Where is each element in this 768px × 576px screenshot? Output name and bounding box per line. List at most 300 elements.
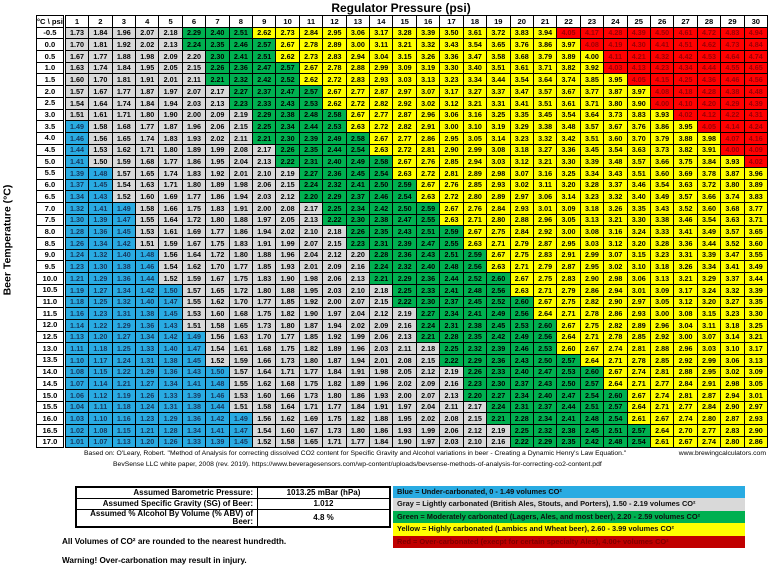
co2-volume-cell: 1.20: [89, 331, 112, 343]
citation-url[interactable]: BevSense LLC white paper, 2008 (rev. 2019). https://www.beveragesensors.com/wp-content/uploads/bevsense-methods-of-analysis-for-correcting-co2-content.pdf: [113, 461, 602, 468]
co2-volume-cell: 3.18: [650, 261, 673, 273]
co2-volume-cell: 4.48: [744, 86, 767, 98]
temperature-label: 10.0: [37, 273, 64, 285]
co2-volume-cell: 3.30: [557, 156, 580, 168]
co2-volume-cell: 2.46: [229, 39, 252, 51]
co2-volume-cell: 1.81: [89, 39, 112, 51]
co2-volume-cell: 1.93: [370, 390, 393, 402]
co2-volume-cell: 2.34: [276, 121, 299, 133]
co2-volume-cell: 2.71: [487, 238, 510, 250]
co2-volume-cell: 2.86: [604, 308, 627, 320]
co2-volume-cell: 4.65: [744, 62, 767, 74]
co2-volume-cell: 2.03: [370, 343, 393, 355]
co2-volume-cell: 3.49: [697, 226, 720, 238]
co2-volume-cell: 3.86: [650, 121, 673, 133]
temperature-label: 2.5: [37, 97, 64, 109]
psi-column-header: 9: [253, 16, 276, 28]
co2-volume-cell: 2.90: [440, 144, 463, 156]
co2-volume-cell: 2.98: [721, 378, 744, 390]
co2-volume-cell: 1.36: [136, 319, 159, 331]
co2-volume-cell: 3.23: [650, 249, 673, 261]
co2-volume-cell: 2.02: [206, 132, 229, 144]
website-link[interactable]: www.brewingcalculators.com: [678, 450, 766, 457]
co2-volume-cell: 2.26: [463, 366, 486, 378]
co2-volume-cell: 3.06: [440, 109, 463, 121]
co2-volume-cell: 1.41: [65, 156, 88, 168]
co2-volume-cell: 2.63: [393, 167, 416, 179]
co2-volume-cell: 3.77: [744, 203, 767, 215]
psi-column-header: 20: [510, 16, 533, 28]
co2-volume-cell: 2.27: [416, 308, 439, 320]
co2-volume-cell: 1.96: [346, 343, 369, 355]
co2-volume-cell: 1.67: [89, 86, 112, 98]
co2-volume-cell: 4.19: [604, 39, 627, 51]
co2-volume-cell: 3.37: [604, 179, 627, 191]
co2-volume-cell: 2.99: [697, 354, 720, 366]
co2-volume-cell: 1.19: [65, 284, 88, 296]
table-row: [37, 308, 768, 320]
co2-volume-cell: 3.77: [580, 86, 603, 98]
co2-volume-cell: 3.49: [650, 191, 673, 203]
co2-volume-cell: 2.50: [533, 354, 556, 366]
co2-volume-cell: 1.03: [65, 413, 88, 425]
temperature-label: 3.5: [37, 121, 64, 133]
co2-volume-cell: 1.89: [206, 179, 229, 191]
co2-volume-cell: 3.54: [463, 39, 486, 51]
co2-volume-cell: 2.84: [697, 401, 720, 413]
co2-volume-cell: 1.96: [276, 249, 299, 261]
co2-volume-cell: 1.70: [89, 74, 112, 86]
psi-column-header: 27: [674, 16, 697, 28]
co2-volume-cell: 3.27: [721, 296, 744, 308]
co2-volume-cell: 3.19: [487, 121, 510, 133]
co2-volume-cell: 3.07: [697, 331, 720, 343]
co2-volume-cell: 4.51: [674, 39, 697, 51]
table-row: [37, 179, 768, 191]
co2-volume-cell: 1.43: [89, 191, 112, 203]
co2-volume-cell: 1.87: [299, 319, 322, 331]
co2-volume-cell: 1.25: [112, 343, 135, 355]
co2-volume-cell: 3.39: [744, 284, 767, 296]
co2-volume-cell: 1.08: [65, 366, 88, 378]
co2-volume-cell: 2.42: [487, 331, 510, 343]
co2-volume-cell: 3.21: [744, 331, 767, 343]
co2-volume-cell: 1.68: [253, 343, 276, 355]
co2-volume-cell: 2.00: [182, 109, 205, 121]
co2-volume-cell: 2.49: [323, 132, 346, 144]
co2-volume-cell: 2.11: [229, 132, 252, 144]
co2-volume-cell: 1.80: [253, 284, 276, 296]
co2-volume-cell: 2.78: [323, 62, 346, 74]
co2-volume-cell: 1.49: [65, 121, 88, 133]
co2-volume-cell: 2.84: [487, 203, 510, 215]
co2-volume-cell: 2.26: [206, 62, 229, 74]
co2-volume-cell: 3.60: [604, 132, 627, 144]
co2-volume-cell: 2.52: [276, 74, 299, 86]
co2-volume-cell: 1.33: [136, 343, 159, 355]
co2-volume-cell: 3.67: [604, 121, 627, 133]
temperature-label: 10.5: [37, 284, 64, 296]
co2-volume-cell: 1.58: [206, 319, 229, 331]
co2-volume-cell: 2.39: [299, 132, 322, 144]
co2-volume-cell: 2.87: [533, 238, 556, 250]
co2-volume-cell: 1.65: [299, 436, 322, 448]
co2-volume-cell: 2.25: [253, 121, 276, 133]
co2-volume-cell: 3.21: [604, 214, 627, 226]
co2-volume-cell: 1.99: [206, 144, 229, 156]
co2-volume-cell: 1.25: [89, 296, 112, 308]
co2-volume-cell: 2.63: [487, 261, 510, 273]
co2-volume-cell: 3.46: [674, 214, 697, 226]
co2-volume-cell: 1.54: [65, 97, 88, 109]
co2-volume-cell: 1.84: [323, 366, 346, 378]
co2-volume-cell: 1.64: [89, 97, 112, 109]
co2-volume-cell: 1.33: [159, 390, 182, 402]
co2-volume-cell: 2.71: [650, 401, 673, 413]
co2-volume-cell: 1.38: [159, 354, 182, 366]
co2-volume-cell: 2.28: [440, 331, 463, 343]
psi-column-header: 14: [370, 16, 393, 28]
co2-volume-cell: 2.00: [393, 390, 416, 402]
co2-volume-cell: 3.45: [580, 144, 603, 156]
co2-volume-cell: 3.44: [487, 74, 510, 86]
co2-volume-cell: 2.90: [604, 296, 627, 308]
co2-volume-cell: 2.92: [650, 331, 673, 343]
assumption-value: 1013.25 mBar (hPa): [258, 487, 391, 499]
co2-volume-cell: 1.41: [182, 378, 205, 390]
co2-volume-cell: 2.49: [346, 156, 369, 168]
co2-volume-cell: 1.93: [393, 425, 416, 437]
temperature-label: 15.5: [37, 401, 64, 413]
co2-volume-cell: 2.48: [440, 261, 463, 273]
co2-volume-cell: 1.46: [65, 132, 88, 144]
co2-volume-cell: 1.57: [229, 366, 252, 378]
co2-volume-cell: 2.10: [253, 167, 276, 179]
co2-volume-cell: 3.57: [627, 156, 650, 168]
co2-volume-cell: 1.72: [206, 249, 229, 261]
co2-volume-cell: 3.97: [557, 39, 580, 51]
co2-volume-cell: 2.12: [370, 308, 393, 320]
co2-volume-cell: 2.04: [229, 156, 252, 168]
co2-volume-cell: 2.88: [346, 62, 369, 74]
co2-volume-cell: 2.05: [159, 62, 182, 74]
co2-volume-cell: 1.24: [136, 401, 159, 413]
co2-volume-cell: 1.83: [229, 238, 252, 250]
co2-volume-cell: 1.59: [182, 273, 205, 285]
co2-volume-cell: 1.86: [182, 156, 205, 168]
co2-volume-cell: 3.63: [674, 179, 697, 191]
co2-volume-cell: 1.53: [136, 226, 159, 238]
co2-volume-cell: 2.22: [276, 156, 299, 168]
co2-volume-cell: 2.67: [580, 343, 603, 355]
y-axis-label-wrapper: [0, 135, 14, 345]
co2-volume-cell: 1.84: [370, 436, 393, 448]
co2-volume-cell: 1.81: [112, 74, 135, 86]
co2-volume-cell: 1.26: [65, 238, 88, 250]
co2-volume-cell: 2.53: [510, 319, 533, 331]
co2-volume-cell: 3.21: [393, 39, 416, 51]
co2-volume-cell: 2.99: [580, 249, 603, 261]
table-row: [37, 273, 768, 285]
co2-volume-cell: 1.30: [89, 261, 112, 273]
co2-volume-cell: 2.72: [346, 97, 369, 109]
co2-volume-cell: 4.12: [697, 109, 720, 121]
assumption-label: Assumed Barometric Pressure:: [76, 487, 258, 499]
co2-volume-cell: 3.61: [557, 97, 580, 109]
co2-volume-cell: 1.44: [65, 144, 88, 156]
co2-volume-cell: 3.68: [721, 203, 744, 215]
co2-volume-cell: 1.69: [159, 191, 182, 203]
co2-volume-cell: 2.85: [627, 331, 650, 343]
co2-volume-cell: 2.39: [393, 238, 416, 250]
co2-volume-cell: 2.74: [604, 343, 627, 355]
psi-column-header: 22: [557, 16, 580, 28]
co2-volume-cell: 3.44: [697, 238, 720, 250]
co2-volume-cell: 2.53: [299, 97, 322, 109]
carbonation-table-body: [37, 27, 768, 448]
co2-volume-cell: 3.82: [674, 144, 697, 156]
co2-volume-cell: 1.02: [65, 425, 88, 437]
co2-volume-cell: 3.30: [627, 214, 650, 226]
co2-volume-cell: 2.21: [487, 413, 510, 425]
temperature-label: 9.0: [37, 249, 64, 261]
psi-column-header: 28: [697, 16, 720, 28]
co2-volume-cell: 2.81: [440, 167, 463, 179]
co2-volume-cell: 3.01: [533, 203, 556, 215]
co2-volume-cell: 1.77: [229, 261, 252, 273]
co2-volume-cell: 4.20: [697, 97, 720, 109]
co2-volume-cell: 1.22: [89, 319, 112, 331]
temperature-label: 7.5: [37, 214, 64, 226]
co2-volume-cell: 3.71: [580, 97, 603, 109]
co2-volume-cell: 3.94: [533, 27, 556, 39]
co2-volume-cell: 2.51: [604, 425, 627, 437]
co2-volume-cell: 2.24: [487, 401, 510, 413]
co2-volume-cell: 1.95: [299, 284, 322, 296]
co2-volume-cell: 1.58: [276, 436, 299, 448]
co2-volume-cell: 3.51: [627, 167, 650, 179]
co2-volume-cell: 2.57: [557, 354, 580, 366]
co2-volume-cell: 1.42: [206, 413, 229, 425]
co2-volume-cell: 1.72: [182, 214, 205, 226]
co2-volume-cell: 2.29: [393, 273, 416, 285]
co2-volume-cell: 1.97: [323, 308, 346, 320]
co2-volume-cell: 1.60: [65, 74, 88, 86]
co2-volume-cell: 2.24: [370, 261, 393, 273]
co2-volume-cell: 2.96: [650, 319, 673, 331]
co2-volume-cell: 4.39: [744, 97, 767, 109]
co2-volume-cell: 3.23: [580, 191, 603, 203]
co2-volume-cell: 2.10: [346, 284, 369, 296]
co2-volume-cell: 2.06: [253, 179, 276, 191]
co2-volume-cell: 1.16: [112, 413, 135, 425]
co2-volume-cell: 2.18: [323, 226, 346, 238]
co2-volume-cell: 3.64: [533, 74, 556, 86]
co2-volume-cell: 1.77: [276, 331, 299, 343]
co2-volume-cell: 2.29: [182, 27, 205, 39]
co2-volume-cell: 1.34: [89, 238, 112, 250]
co2-volume-cell: 3.39: [416, 27, 439, 39]
co2-volume-cell: 3.28: [650, 238, 673, 250]
co2-volume-cell: 2.56: [463, 261, 486, 273]
co2-volume-cell: 3.13: [580, 214, 603, 226]
co2-volume-cell: 3.91: [697, 144, 720, 156]
co2-volume-cell: 4.02: [674, 109, 697, 121]
co2-volume-cell: 2.06: [440, 425, 463, 437]
table-row: [37, 354, 768, 366]
legend-item-yellow: Yellow = Highly carbonated (Lambics and Wheat beer), 2.60 - 3.99 volumes CO²: [393, 523, 745, 535]
co2-volume-cell: 2.84: [674, 378, 697, 390]
co2-volume-cell: 1.83: [159, 132, 182, 144]
co2-volume-cell: 1.74: [112, 97, 135, 109]
co2-volume-cell: 2.15: [276, 179, 299, 191]
co2-volume-cell: 3.87: [604, 86, 627, 98]
co2-volume-cell: 3.63: [721, 214, 744, 226]
co2-volume-cell: 2.85: [463, 179, 486, 191]
co2-volume-cell: 1.77: [206, 226, 229, 238]
co2-volume-cell: 3.05: [557, 214, 580, 226]
co2-volume-cell: 2.15: [182, 62, 205, 74]
co2-volume-cell: 2.72: [370, 121, 393, 133]
table-row: [37, 214, 768, 226]
co2-volume-cell: 2.86: [744, 436, 767, 448]
co2-volume-cell: 4.39: [627, 27, 650, 39]
co2-volume-cell: 2.64: [604, 378, 627, 390]
co2-volume-cell: 2.62: [253, 27, 276, 39]
co2-volume-cell: 3.03: [580, 238, 603, 250]
co2-volume-cell: 3.63: [627, 144, 650, 156]
co2-volume-cell: 1.04: [65, 401, 88, 413]
temperature-label: 0.5: [37, 51, 64, 63]
co2-volume-cell: 3.21: [674, 273, 697, 285]
co2-volume-cell: 3.48: [604, 156, 627, 168]
co2-volume-cell: 1.93: [182, 132, 205, 144]
co2-volume-cell: 3.17: [674, 284, 697, 296]
co2-volume-cell: 2.30: [206, 51, 229, 63]
co2-volume-cell: 4.41: [650, 39, 673, 51]
co2-volume-cell: 2.81: [416, 144, 439, 156]
co2-volume-cell: 2.67: [557, 319, 580, 331]
co2-volume-cell: 2.02: [136, 39, 159, 51]
co2-volume-cell: 3.05: [463, 132, 486, 144]
co2-volume-cell: 2.81: [674, 390, 697, 402]
co2-volume-cell: 2.63: [463, 238, 486, 250]
co2-volume-cell: 1.48: [206, 378, 229, 390]
co2-volume-cell: 2.48: [580, 413, 603, 425]
co2-volume-cell: 1.53: [89, 144, 112, 156]
co2-volume-cell: 2.04: [299, 249, 322, 261]
co2-volume-cell: 3.93: [650, 109, 673, 121]
co2-volume-cell: 2.97: [393, 86, 416, 98]
co2-volume-cell: 1.62: [206, 296, 229, 308]
co2-volume-cell: 1.21: [112, 378, 135, 390]
co2-volume-cell: 2.32: [533, 425, 556, 437]
co2-volume-cell: 1.39: [206, 436, 229, 448]
co2-volume-cell: 3.09: [557, 203, 580, 215]
co2-volume-cell: 2.72: [416, 167, 439, 179]
co2-volume-cell: 1.86: [229, 226, 252, 238]
co2-volume-cell: 2.31: [370, 238, 393, 250]
co2-volume-cell: 2.12: [323, 249, 346, 261]
co2-volume-cell: 1.47: [112, 214, 135, 226]
co2-volume-cell: 2.95: [557, 238, 580, 250]
co2-volume-cell: 3.83: [510, 27, 533, 39]
co2-volume-cell: 2.11: [182, 74, 205, 86]
temperature-label: 11.0: [37, 296, 64, 308]
co2-volume-cell: 1.84: [136, 97, 159, 109]
co2-volume-cell: 2.76: [416, 156, 439, 168]
co2-volume-cell: 1.94: [346, 354, 369, 366]
co2-volume-cell: 1.65: [112, 132, 135, 144]
co2-volume-cell: 2.62: [276, 51, 299, 63]
co2-volume-cell: 2.37: [346, 191, 369, 203]
co2-volume-cell: 2.82: [370, 97, 393, 109]
co2-volume-cell: 3.51: [580, 132, 603, 144]
co2-volume-cell: 1.06: [65, 390, 88, 402]
co2-volume-cell: 2.67: [674, 436, 697, 448]
co2-volume-cell: 3.80: [721, 179, 744, 191]
co2-volume-cell: 3.17: [370, 27, 393, 39]
co2-volume-cell: 3.25: [487, 109, 510, 121]
co2-volume-cell: 1.90: [299, 308, 322, 320]
co2-volume-cell: 2.27: [229, 86, 252, 98]
co2-volume-cell: 1.56: [159, 249, 182, 261]
co2-volume-cell: 2.57: [276, 62, 299, 74]
co2-volume-cell: 3.10: [721, 343, 744, 355]
co2-volume-cell: 3.84: [697, 156, 720, 168]
co2-volume-cell: 1.97: [159, 86, 182, 98]
co2-volume-cell: 2.99: [463, 144, 486, 156]
co2-volume-cell: 4.42: [674, 51, 697, 63]
temperature-label: 16.5: [37, 425, 64, 437]
co2-volume-cell: 1.58: [253, 401, 276, 413]
co2-volume-cell: 3.27: [463, 86, 486, 98]
co2-volume-cell: 1.41: [206, 425, 229, 437]
co2-volume-cell: 1.10: [89, 413, 112, 425]
co2-volume-cell: 1.71: [112, 109, 135, 121]
co2-volume-cell: 2.88: [650, 343, 673, 355]
co2-volume-cell: 2.91: [557, 249, 580, 261]
co2-volume-cell: 2.46: [510, 343, 533, 355]
co2-volume-cell: 3.79: [533, 51, 556, 63]
temperature-label: 1.5: [37, 74, 64, 86]
co2-volume-cell: 1.14: [89, 378, 112, 390]
co2-volume-cell: 2.19: [229, 109, 252, 121]
co2-volume-cell: 1.17: [89, 354, 112, 366]
co2-volume-cell: 4.00: [721, 144, 744, 156]
co2-volume-cell: 3.19: [416, 62, 439, 74]
co2-volume-cell: 3.13: [416, 74, 439, 86]
assumption-row: [76, 510, 390, 528]
co2-volume-cell: 2.74: [674, 413, 697, 425]
co2-volume-cell: 2.92: [393, 97, 416, 109]
co2-volume-cell: 1.68: [136, 156, 159, 168]
co2-volume-cell: 3.11: [370, 39, 393, 51]
co2-volume-cell: 3.18: [580, 203, 603, 215]
co2-volume-cell: 2.26: [276, 144, 299, 156]
co2-volume-cell: 2.03: [323, 284, 346, 296]
co2-volume-cell: 2.74: [697, 436, 720, 448]
co2-volume-cell: 1.69: [182, 226, 205, 238]
legend-item-red: Red = Over-carbonated (execpt for certain specialty Ales), 4.00+ volumes CO²: [393, 536, 745, 548]
co2-volume-cell: 1.39: [65, 167, 88, 179]
co2-volume-cell: 2.40: [416, 261, 439, 273]
co2-volume-cell: 3.79: [650, 132, 673, 144]
co2-volume-cell: 2.57: [253, 39, 276, 51]
co2-volume-cell: 1.62: [182, 261, 205, 273]
co2-volume-cell: 2.72: [393, 144, 416, 156]
co2-volume-cell: 1.95: [136, 62, 159, 74]
